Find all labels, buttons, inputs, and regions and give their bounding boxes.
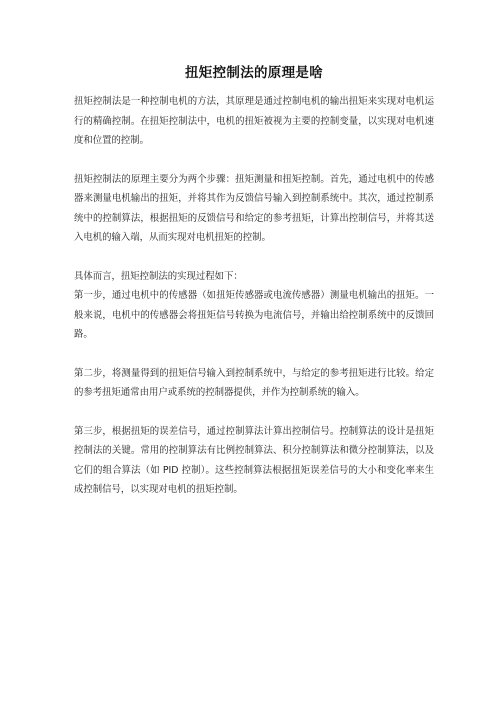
- document-title: 扭矩控制法的原理是啥: [185, 65, 323, 81]
- paragraph-gap: [74, 345, 434, 364]
- paragraph-step-3: 第三步，根据扭矩的误差信号，通过控制算法计算出控制信号。控制算法的设计是扭矩控制法的关键。常用的控制算法有比例控制算法、积分控制算法和微分控制算法，以及它们的组合算法（如 PID 控制）。这些控制算法根据扭矩误差信号的大小和变化率来生成控制信号，以实现对电机的扭矩控制。: [74, 425, 434, 495]
- paragraph-gap: [74, 403, 434, 422]
- paragraph-intro: 扭矩控制法是一种控制电机的方法，其原理是通过控制电机的输出扭矩来实现对电机运行的精确控制。在扭矩控制法中，电机的扭矩被视为主要的控制变量，以实现对电机速度和位置的控制。: [74, 96, 434, 146]
- paragraph-principle: 扭矩控制法的原理主要分为两个步骤：扭矩测量和扭矩控制。首先，通过电机中的传感器来测量电机输出的扭矩，并将其作为反馈信号输入到控制系统中。其次，通过控制系统中的控制算法，根据扭矩的反馈信号和给定的参考扭矩，计算出控制信号，并将其送入电机的输入端，从而实现对电机扭矩的控制。: [74, 173, 434, 243]
- paragraph-step-1: 第一步，通过电机中的传感器（如扭矩传感器或电流传感器）测量电机输出的扭矩。一般来说，电机中的传感器会将扭矩信号转换为电流信号，并输出给控制系统中的反馈回路。: [74, 290, 434, 340]
- paragraph-gap: [74, 151, 434, 170]
- paragraph-gap: [74, 248, 434, 267]
- paragraph-step-2: 第二步，将测量得到的扭矩信号输入到控制系统中，与给定的参考扭矩进行比较。给定的参考扭矩通常由用户或系统的控制器提供，并作为控制系统的输入。: [74, 367, 434, 398]
- paragraph-process-lead: 具体而言，扭矩控制法的实现过程如下：: [74, 270, 243, 282]
